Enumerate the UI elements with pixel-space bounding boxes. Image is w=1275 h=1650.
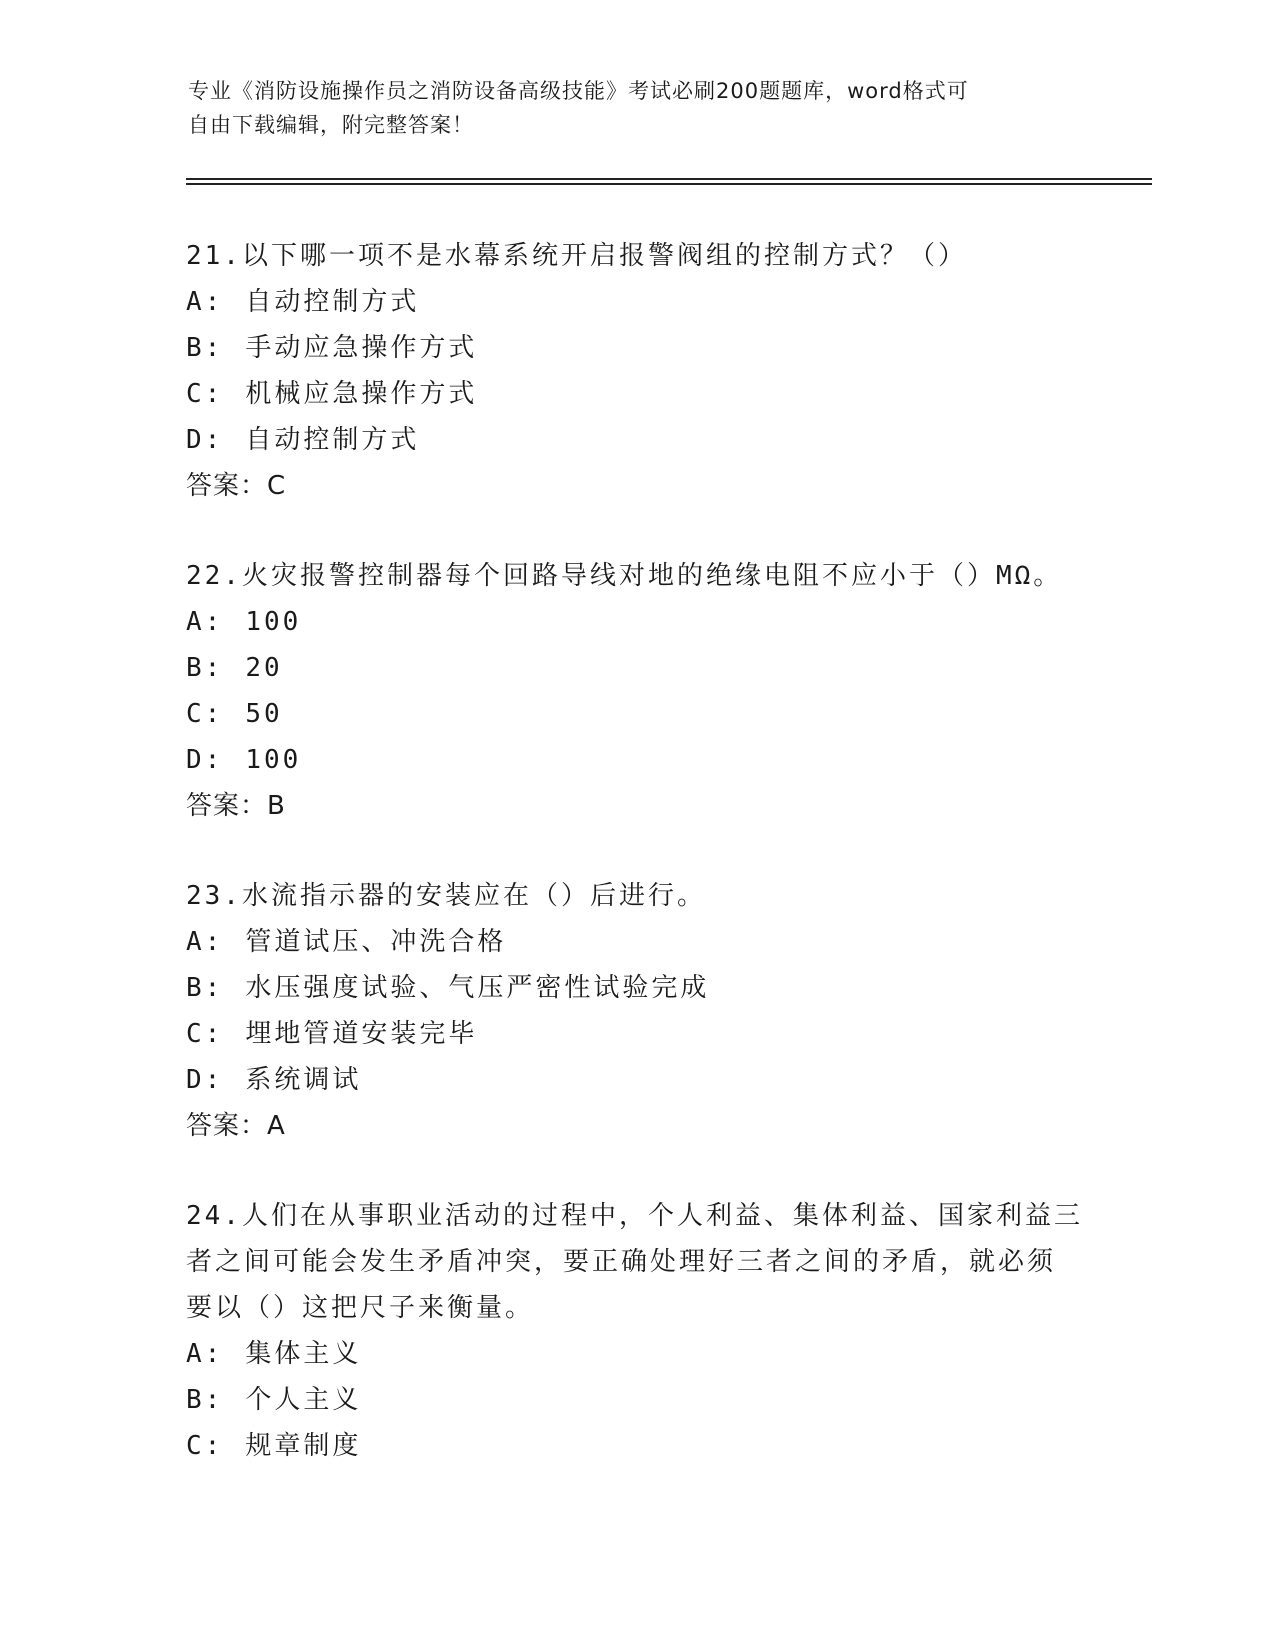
option-d: [186, 1057, 1086, 1103]
option-text: 自动控制方式: [245, 287, 420, 317]
answer-line: 答案：A: [186, 1111, 286, 1141]
question-stem-line: 者之间可能会发生矛盾冲突，要正确处理好三者之间的矛盾，就必须: [186, 1247, 1057, 1277]
option-a: [186, 279, 1086, 325]
option-letter: B:: [186, 973, 224, 1003]
option-b: [186, 325, 1086, 371]
option-letter: D:: [186, 745, 224, 775]
option-text: 100: [245, 745, 302, 775]
option-text: 个人主义: [245, 1385, 362, 1415]
option-text: 集体主义: [245, 1339, 362, 1369]
question-block: [186, 1193, 1086, 1469]
header-divider: [186, 178, 1152, 180]
answer-line: 答案：B: [186, 791, 286, 821]
header-line: 专业《消防设施操作员之消防设备高级技能》考试必刷200题题库，word格式可: [188, 79, 969, 103]
option-letter: C:: [186, 1431, 224, 1461]
option-b: [186, 645, 1086, 691]
option-d: [186, 417, 1086, 463]
option-a: [186, 599, 1086, 645]
option-b: [186, 965, 1086, 1011]
option-letter: A:: [186, 607, 224, 637]
option-c: [186, 1011, 1086, 1057]
option-text: 100: [245, 607, 302, 637]
header-line: 自由下载编辑，附完整答案！: [188, 113, 474, 137]
option-letter: D:: [186, 1065, 224, 1095]
option-text: 管道试压、冲洗合格: [245, 927, 507, 957]
question-block: [186, 233, 1086, 509]
option-text: 水压强度试验、气压严密性试验完成: [245, 973, 710, 1003]
option-c: [186, 371, 1086, 417]
option-letter: C:: [186, 1019, 224, 1049]
option-c: [186, 691, 1086, 737]
option-text: 系统调试: [245, 1065, 362, 1095]
option-c: [186, 1423, 1086, 1469]
question-stem-line: 要以（）这把尺子来衡量。: [186, 1293, 535, 1323]
option-letter: B:: [186, 333, 224, 363]
option-text: 自动控制方式: [245, 425, 420, 455]
question-stem: 22.火灾报警控制器每个回路导线对地的绝缘电阻不应小于（）MΩ。: [186, 561, 1063, 591]
answer-line: 答案：C: [186, 471, 287, 501]
option-text: 机械应急操作方式: [245, 379, 478, 409]
option-a: [186, 919, 1086, 965]
option-letter: A:: [186, 927, 224, 957]
option-a: [186, 1331, 1086, 1377]
option-letter: A:: [186, 1339, 224, 1369]
question-stem: 23.水流指示器的安装应在（）后进行。: [186, 881, 706, 911]
option-letter: B:: [186, 1385, 224, 1415]
option-text: 手动应急操作方式: [245, 333, 478, 363]
option-text: 埋地管道安装完毕: [245, 1019, 478, 1049]
option-letter: B:: [186, 653, 224, 683]
header-divider: [186, 183, 1152, 185]
option-text: 20: [245, 653, 283, 683]
question-block: [186, 873, 1086, 1149]
option-letter: D:: [186, 425, 224, 455]
option-letter: C:: [186, 379, 224, 409]
option-b: [186, 1377, 1086, 1423]
option-d: [186, 737, 1086, 783]
option-text: 规章制度: [245, 1431, 362, 1461]
question-block: [186, 553, 1086, 829]
option-letter: C:: [186, 699, 224, 729]
option-letter: A:: [186, 287, 224, 317]
question-stem: 21.以下哪一项不是水幕系统开启报警阀组的控制方式？（）: [186, 241, 967, 271]
question-stem-line: 24.人们在从事职业活动的过程中，个人利益、集体利益、国家利益三: [186, 1201, 1083, 1231]
document-header: [188, 74, 1068, 142]
option-text: 50: [245, 699, 283, 729]
